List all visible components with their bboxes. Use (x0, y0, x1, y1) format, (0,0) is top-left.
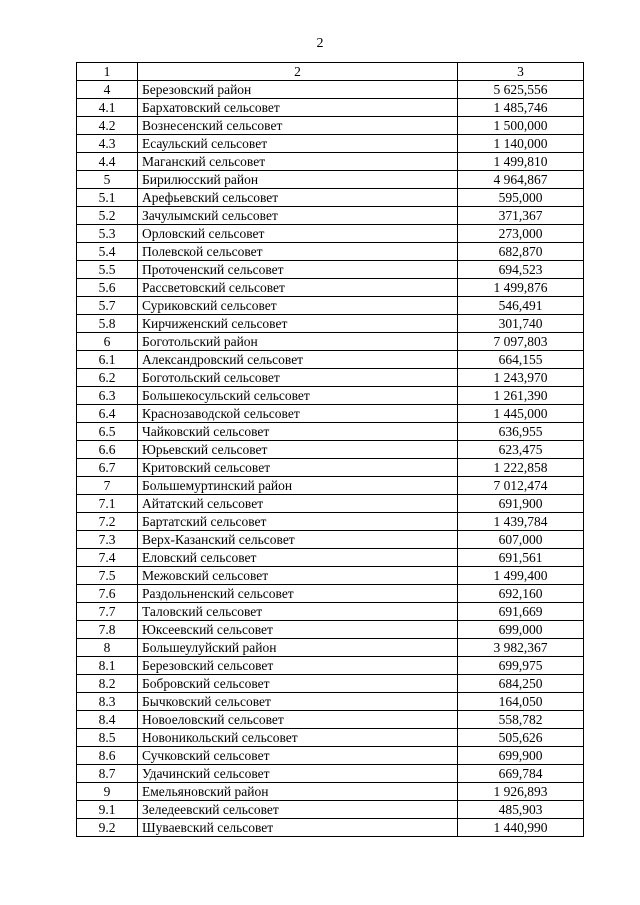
row-name-cell: Проточенский сельсовет (138, 261, 458, 279)
table-row (77, 369, 584, 387)
table-row (77, 729, 584, 747)
row-number-cell: 9 (77, 783, 138, 801)
table-row (77, 171, 584, 189)
row-value-cell: 558,782 (458, 711, 584, 729)
row-number-cell: 5.4 (77, 243, 138, 261)
row-value-cell: 682,870 (458, 243, 584, 261)
column-header: 2 (138, 63, 458, 81)
row-name-cell: Краснозаводской сельсовет (138, 405, 458, 423)
table-row (77, 405, 584, 423)
row-value-cell: 691,669 (458, 603, 584, 621)
row-name-cell: Бирилюсский район (138, 171, 458, 189)
row-name-cell: Большемуртинский район (138, 477, 458, 495)
row-value-cell: 691,900 (458, 495, 584, 513)
table-row (77, 603, 584, 621)
page-number: 2 (316, 36, 324, 51)
row-number-cell: 8.3 (77, 693, 138, 711)
row-name-cell: Новоеловский сельсовет (138, 711, 458, 729)
row-value-cell: 1 243,970 (458, 369, 584, 387)
row-name-cell: Березовский сельсовет (138, 657, 458, 675)
row-value-cell: 371,367 (458, 207, 584, 225)
row-name-cell: Юксеевский сельсовет (138, 621, 458, 639)
row-value-cell: 607,000 (458, 531, 584, 549)
row-number-cell: 5.8 (77, 315, 138, 333)
row-number-cell: 6 (77, 333, 138, 351)
row-name-cell: Александровский сельсовет (138, 351, 458, 369)
table-row (77, 207, 584, 225)
row-value-cell: 699,975 (458, 657, 584, 675)
row-number-cell: 7.6 (77, 585, 138, 603)
row-name-cell: Сучковский сельсовет (138, 747, 458, 765)
table-row (77, 531, 584, 549)
row-number-cell: 5 (77, 171, 138, 189)
row-value-cell: 7 097,803 (458, 333, 584, 351)
row-value-cell: 1 499,876 (458, 279, 584, 297)
table-row (77, 225, 584, 243)
table-row (77, 423, 584, 441)
row-value-cell: 623,475 (458, 441, 584, 459)
row-name-cell: Еловский сельсовет (138, 549, 458, 567)
row-value-cell: 692,160 (458, 585, 584, 603)
row-value-cell: 1 926,893 (458, 783, 584, 801)
row-number-cell: 7.2 (77, 513, 138, 531)
row-value-cell: 1 261,390 (458, 387, 584, 405)
row-name-cell: Вознесенский сельсовет (138, 117, 458, 135)
row-value-cell: 1 445,000 (458, 405, 584, 423)
row-name-cell: Зеледеевский сельсовет (138, 801, 458, 819)
row-value-cell: 699,900 (458, 747, 584, 765)
row-number-cell: 7.5 (77, 567, 138, 585)
table-row (77, 117, 584, 135)
table-row (77, 657, 584, 675)
row-number-cell: 5.5 (77, 261, 138, 279)
row-value-cell: 1 485,746 (458, 99, 584, 117)
table-row (77, 441, 584, 459)
table-row (77, 693, 584, 711)
row-value-cell: 301,740 (458, 315, 584, 333)
table-row (77, 153, 584, 171)
table-row (77, 333, 584, 351)
column-header: 3 (458, 63, 584, 81)
row-number-cell: 6.4 (77, 405, 138, 423)
row-name-cell: Маганский сельсовет (138, 153, 458, 171)
row-number-cell: 6.3 (77, 387, 138, 405)
row-name-cell: Бобровский сельсовет (138, 675, 458, 693)
table-row (77, 387, 584, 405)
row-number-cell: 5.2 (77, 207, 138, 225)
row-number-cell: 6.5 (77, 423, 138, 441)
row-number-cell: 7.7 (77, 603, 138, 621)
table-row (77, 819, 584, 837)
table-row (77, 621, 584, 639)
row-number-cell: 8.2 (77, 675, 138, 693)
row-value-cell: 485,903 (458, 801, 584, 819)
row-number-cell: 8.1 (77, 657, 138, 675)
row-value-cell: 1 439,784 (458, 513, 584, 531)
row-number-cell: 5.6 (77, 279, 138, 297)
table-row (77, 495, 584, 513)
row-value-cell: 1 499,400 (458, 567, 584, 585)
table-row (77, 747, 584, 765)
row-value-cell: 3 982,367 (458, 639, 584, 657)
row-name-cell: Арефьевский сельсовет (138, 189, 458, 207)
row-number-cell: 9.2 (77, 819, 138, 837)
header-row (77, 63, 584, 81)
table-row (77, 99, 584, 117)
row-value-cell: 505,626 (458, 729, 584, 747)
row-value-cell: 694,523 (458, 261, 584, 279)
row-value-cell: 595,000 (458, 189, 584, 207)
table-row (77, 351, 584, 369)
row-value-cell: 669,784 (458, 765, 584, 783)
table-row (77, 675, 584, 693)
row-name-cell: Новоникольский сельсовет (138, 729, 458, 747)
row-number-cell: 8.4 (77, 711, 138, 729)
row-value-cell: 691,561 (458, 549, 584, 567)
table-body (77, 63, 584, 837)
table-row (77, 81, 584, 99)
table-row (77, 567, 584, 585)
row-name-cell: Удачинский сельсовет (138, 765, 458, 783)
row-number-cell: 5.1 (77, 189, 138, 207)
row-name-cell: Верх-Казанский сельсовет (138, 531, 458, 549)
row-name-cell: Емельяновский район (138, 783, 458, 801)
row-name-cell: Боготольский район (138, 333, 458, 351)
row-name-cell: Полевской сельсовет (138, 243, 458, 261)
table-row (77, 765, 584, 783)
row-value-cell: 1 222,858 (458, 459, 584, 477)
row-number-cell: 6.1 (77, 351, 138, 369)
row-name-cell: Межовский сельсовет (138, 567, 458, 585)
row-value-cell: 5 625,556 (458, 81, 584, 99)
row-number-cell: 9.1 (77, 801, 138, 819)
row-number-cell: 7.1 (77, 495, 138, 513)
row-name-cell: Шуваевский сельсовет (138, 819, 458, 837)
table-row (77, 477, 584, 495)
row-number-cell: 7.4 (77, 549, 138, 567)
row-number-cell: 7.3 (77, 531, 138, 549)
row-name-cell: Большекосульский сельсовет (138, 387, 458, 405)
row-name-cell: Бычковский сельсовет (138, 693, 458, 711)
row-number-cell: 5.7 (77, 297, 138, 315)
table-row (77, 711, 584, 729)
row-name-cell: Боготольский сельсовет (138, 369, 458, 387)
row-value-cell: 664,155 (458, 351, 584, 369)
row-name-cell: Раздольненский сельсовет (138, 585, 458, 603)
row-name-cell: Зачулымский сельсовет (138, 207, 458, 225)
row-name-cell: Бартатский сельсовет (138, 513, 458, 531)
row-value-cell: 1 499,810 (458, 153, 584, 171)
table-row (77, 189, 584, 207)
row-number-cell: 8.6 (77, 747, 138, 765)
row-name-cell: Орловский сельсовет (138, 225, 458, 243)
row-number-cell: 8.7 (77, 765, 138, 783)
row-value-cell: 1 440,990 (458, 819, 584, 837)
row-name-cell: Таловский сельсовет (138, 603, 458, 621)
row-value-cell: 273,000 (458, 225, 584, 243)
table-row (77, 297, 584, 315)
row-name-cell: Критовский сельсовет (138, 459, 458, 477)
row-number-cell: 8.5 (77, 729, 138, 747)
row-value-cell: 1 140,000 (458, 135, 584, 153)
row-number-cell: 7.8 (77, 621, 138, 639)
row-name-cell: Суриковский сельсовет (138, 297, 458, 315)
row-value-cell: 636,955 (458, 423, 584, 441)
table-row (77, 549, 584, 567)
table-row (77, 459, 584, 477)
row-name-cell: Чайковский сельсовет (138, 423, 458, 441)
row-number-cell: 8 (77, 639, 138, 657)
row-value-cell: 1 500,000 (458, 117, 584, 135)
row-number-cell: 6.7 (77, 459, 138, 477)
row-number-cell: 4 (77, 81, 138, 99)
row-value-cell: 684,250 (458, 675, 584, 693)
table-row (77, 243, 584, 261)
row-number-cell: 4.1 (77, 99, 138, 117)
table-row (77, 135, 584, 153)
row-number-cell: 5.3 (77, 225, 138, 243)
data-table (76, 62, 584, 837)
row-name-cell: Юрьевский сельсовет (138, 441, 458, 459)
table-row (77, 513, 584, 531)
row-name-cell: Айтатский сельсовет (138, 495, 458, 513)
table-row (77, 639, 584, 657)
table-row (77, 783, 584, 801)
row-name-cell: Большеулуйский район (138, 639, 458, 657)
row-value-cell: 546,491 (458, 297, 584, 315)
row-value-cell: 4 964,867 (458, 171, 584, 189)
row-name-cell: Березовский район (138, 81, 458, 99)
row-number-cell: 4.4 (77, 153, 138, 171)
row-value-cell: 7 012,474 (458, 477, 584, 495)
row-number-cell: 7 (77, 477, 138, 495)
column-header: 1 (77, 63, 138, 81)
table-row (77, 279, 584, 297)
row-value-cell: 699,000 (458, 621, 584, 639)
row-name-cell: Кирчиженский сельсовет (138, 315, 458, 333)
row-number-cell: 6.6 (77, 441, 138, 459)
row-name-cell: Есаульский сельсовет (138, 135, 458, 153)
row-name-cell: Рассветовский сельсовет (138, 279, 458, 297)
table-row (77, 261, 584, 279)
row-name-cell: Бархатовский сельсовет (138, 99, 458, 117)
row-number-cell: 4.2 (77, 117, 138, 135)
table-row (77, 585, 584, 603)
row-number-cell: 4.3 (77, 135, 138, 153)
table-row (77, 315, 584, 333)
row-value-cell: 164,050 (458, 693, 584, 711)
row-number-cell: 6.2 (77, 369, 138, 387)
table-row (77, 801, 584, 819)
